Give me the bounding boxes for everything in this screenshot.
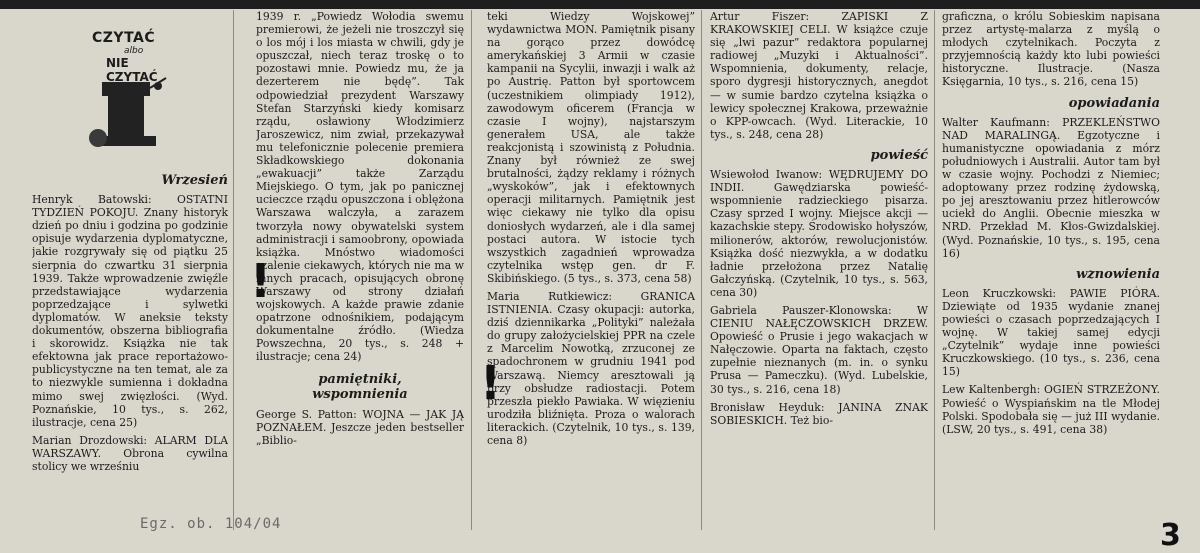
review-heyduk: Bronisław Heyduk: JANINA ZNAK SOBIESKICH. Też bio-: [710, 400, 928, 427]
column-5: [942, 10, 1160, 520]
review-pauszer: Gabriela Pauszer-Klonowska: W CIENIU NAŁĘCZOWSKICH DRZEW. Opowieść o Prusie i jego wakacjach w Nałęczowie. Oparta na faktach, często zupełnie nieznanych (m. in. o synku Prusa — Pameczku). (Wyd. Lubelskie, 30 tys., s. 216, cena 18): [710, 303, 928, 396]
top-rule: [0, 0, 1200, 9]
review-rutkiewicz: Maria Rutkiewicz: GRANICA ISTNIENIA. Czasy okupacji: autorka, dziś dziennikarka „Polityki” należała do grupy założycielskiej PPR na czele z Marcelim Nowotką, zrzuconej ze spadochronem w grudniu 1941 pod Warszawą. Niemcy aresztowali ją przy obsłudze radiostacji. Potem przeszła piekło Pawiaka. W więzieniu urodziła bliźnięta. Proza o walorach literackich. (Czytelnik, 10 tys., s. 139, cena 8): [487, 289, 695, 447]
review-drozdowski-cont: 1939 r. „Powiedz Wołodia swemu premierowi, że jeżeli nie troszczył się o los mój i los miasta w chwili, gdy je opuszczał, niech teraz troskę o to pozostawi mnie. Powiedz mu, że ja dezerterem nie będę”. Tak odpowiedział prezydent Warszawy Stefan Starzyński kiedy komisarz rządu, osławiony Włodzimierz Jaroszewicz, nim zwiał, przekazywał mu telefonicznie polecenie premiera Składkowskiego dokonania „ewakuacji” także Zarządu Miejskiego. O tym, jak po panicznej ucieczce rządu opuszczona i oblężona Warszawa walczyła, a zarazem tworzyła nowy obywatelski system administracji i samoobrony, opowiada książka. Mnóstwo wiadomości szalenie ciekawych, których nie ma w innych pracach, opisujących obronę Warszawy od strony działań wojskowych. A każde prawie zdanie opatrzone odnośnikiem, podającym dokumentalne źródło. (Wiedza Powszechna, 20 tys., s. 248 + ilustracje; cena 24): [256, 10, 464, 364]
column-1: [32, 166, 228, 516]
review-fiszer: Artur Fiszer: ZAPISKI Z KRAKOWSKIEJ CELI. W książce czuje się „lwi pazur” redaktora popularnej radiowej „Muzyki i Aktualności”. Wspomnienia, dokumenty, relacje, sporo dygresji historycznych, anegdot — w sumie bardzo czytelna książka o lewicy społecznej Krakowa, przeważnie o KPP-owcach. (Wyd. Literackie, 10 tys., s. 248, cena 28): [710, 10, 928, 141]
review-kruczkowski: Leon Kruczkowski: PAWIE PIÓRA. Dziewiąte od 1935 wydanie znanej powieści o czasach poprzedzających I wojnę. W takiej samej edycji „Czytelnik” wydaje inne powieści Kruczkowskiego. (10 tys., s. 236, cena 15): [942, 286, 1160, 379]
review-batowski: Henryk Batowski: OSTATNI TYDZIEŃ POKOJU. Znany historyk dzień po dniu i godzina po godzinie opisuje wydarzenia dyplomatyczne, jakie rozgrywały się od piątku 25 sierpnia do czwartku 31 sierpnia 1939. Także wprowadzenie zwięźle przedstawiające wydarzenia poprzedzające i sylwetki dyplomatów. W aneksie teksty dokumentów, obszerna bibliografia i skorowidz. Książka nie tak efektowna jak prace reportażowo-publicystyczne na ten temat, ale za to niezwykle sumienna i dokładna mimo swej zwięzłości. (Wyd. Poznańskie, 10 tys., s. 262, ilustracje, cena 25): [32, 193, 228, 429]
column-4: [710, 10, 928, 530]
section-heading: opowiadania: [1068, 95, 1160, 111]
review-patton-cont: teki Wiedzy Wojskowej” wydawnictwa MON. Pamiętnik pisany na gorąco przez dowódcę amerykańskiej 3 Armii w czasie kampanii na Sycylii, inwazji i walk aż po Austrię. Patton był sportowcem (uczestnikiem olimpiady 1912), zawodowym oficerem (Francja w czasie I wojny), najstarszym generałem USA, ale także reakcjonistą i szowinistą z Południa. Znany był również ze swej brutalności, żądzy reklamy i różnych „wyskoków”, jak i efektownych operacji militarnych. Pamiętnik jest więc ciekawy nie tylko dla opisu doniosłych wydarzeń, ale i dla samej postaci autora. W istocie tych wszystkich zagadnień wprowadza czytelnika wstęp gen. dr F. Skibińskiego. (5 tys., s. 373, cena 58): [487, 10, 695, 285]
section-heading-1: pamiętniki,: [318, 371, 402, 387]
review-drozdowski: Marian Drozdowski: ALARM DLA WARSZAWY. Obrona cywilna stolicy we wrześniu: [32, 433, 228, 473]
exclamation-mark: !: [480, 356, 501, 410]
review-kaufmann: Walter Kaufmann: PRZEKLEŃSTWO NAD MARALINGĄ. Egzotyczne i humanistyczne opowiadania z mórz południowych i Australii. Autor tam był w czasie wojny. Pochodzi z Niemiec; adoptowany przez rodzinę żydowską, po jej aresztowaniu przez hitlerowców uciekł do Anglii. Obecnie mieszka w NRD. Przekład M. Kłos-Gwizdalskiej. (Wyd. Poznańskie, 10 tys., s. 195, cena 16): [942, 115, 1160, 260]
section-heading: wznowienia: [1076, 266, 1160, 282]
column-3: [487, 10, 695, 530]
section-heading: powieść: [870, 147, 928, 163]
column-divider: [233, 10, 234, 530]
exclamation-mark: !: [250, 254, 271, 308]
column-logo: [88, 26, 176, 166]
column-divider: [471, 10, 472, 530]
logo-subtitle: NIE CZYTAĆ: [106, 56, 158, 84]
logo-title: CZYTAĆ: [92, 30, 156, 46]
section-heading-2: wspomnienia: [312, 386, 408, 402]
column-divider: [701, 10, 702, 530]
review-heyduk-cont: graficzna, o królu Sobieskim napisana przez artystę-malarza z myślą o młodych czytelnikach. Poczyta z przyjemnością każdy kto lubi powieści historyczne. Ilustracje. (Nasza Księgarnia, 10 tys., s. 216, cena 15): [942, 10, 1160, 89]
review-iwanow: Wsiewołod Iwanow: WĘDRUJEMY DO INDII. Gawędziarska powieść-wspomnienie radzieckiego pisarza. Czasy sprzed I wojny. Miejsce akcji — kazachskie stepy. Środowisko hołyszów, milionerów, aktorów, rewolucjonistów. Książka dość niezwykła, a w dodatku ładnie przełożona przez Natalię Gałczyńską. (Czytelnik, 10 tys., s. 563, cena 30): [710, 168, 928, 299]
page-number: 3: [1160, 518, 1181, 553]
section-heading: Wrzesień: [161, 173, 228, 188]
column-divider: [934, 10, 935, 530]
logo-or: albo: [124, 46, 144, 56]
review-patton: George S. Patton: WOJNA — JAK JĄ POZNAŁEM. Jeszcze jeden bestseller „Biblio-: [256, 407, 464, 447]
review-kaltenbergh: Lew Kaltenbergh: OGIEŃ STRZEŻONY. Powieść o Wyspiańskim na tle Młodej Polski. Spodobała się — już III wydanie. (LSW, 20 tys., s. 491, cena 38): [942, 383, 1160, 436]
archive-stamp: Egz. ob. 104/04: [140, 516, 282, 532]
column-2: [256, 10, 464, 530]
